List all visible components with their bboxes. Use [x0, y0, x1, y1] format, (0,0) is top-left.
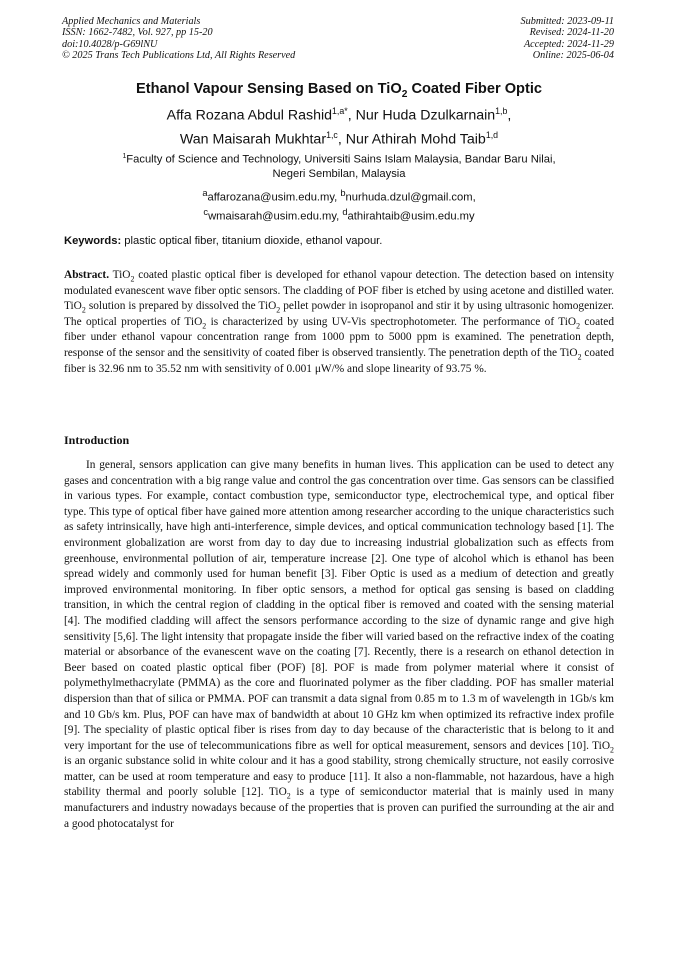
author-name: Affa Rozana Abdul Rashid: [166, 107, 333, 124]
abstract: Abstract. TiO$_2$ coated plastic optical fiber is developed for ethanol vapour detection. The detection based on intensity modulated evanescent wave fiber optic sensors. The cladding of POF fiber is etched by using acetone and distilled water. TiO$_2$ solution is prepared by dissolved the TiO$_2$ pellet powder in isopropanol and stir it by using ultrasonic homogenizer. The optical properties of TiO$_2$ is characterized by using UV-Vis spectrophotometer. The performance of TiO$_2$ coated fiber under ethanol vapour concentration range from 1000 ppm to 5000 ppm is examined. The penetration depth, response of the sensor and the sensitivity of coated fiber is observed transiently. The penetration depth of the TiO$_2$ coated fiber is 32.96 nm to 35.52 nm with sensitivity of 0.001 μW/% and slope linearity of 93.75 %.: [64, 269, 615, 375]
email-link: wmaisarah@usim.edu.my: [208, 210, 337, 223]
journal-issn: ISSN: 1662-7482, Vol. 927, pp 15-20: [62, 27, 213, 39]
journal-info: [62, 16, 295, 62]
email-link: affarozana@usim.edu.my: [207, 191, 335, 204]
date-revised: Revised: 2024-11-20: [529, 27, 614, 39]
author-list: Affa Rozana Abdul Rashid$^{1,a*}$, Nur Huda Dzulkarnain$^{1,b}$, Wan Maisarah Mukhtar$^{1,c}$, Nur Athirah Mohd Taib$^{1,d}$: [166, 106, 512, 148]
submission-dates: [521, 16, 614, 62]
date-online: Online: 2025-06-04: [532, 50, 614, 62]
journal-copyright: © 2025 Trans Tech Publications Ltd, All Rights Reserved: [62, 50, 296, 62]
keywords: Keywords: plastic optical fiber, titanium dioxide, ethanol vapour.: [64, 235, 383, 247]
author-name: Nur Athirah Mohd Taib: [345, 131, 486, 148]
date-submitted: Submitted: 2023-09-11: [520, 16, 614, 27]
section-heading: Introduction: [64, 433, 130, 447]
email-link: athirahtaib@usim.edu.my: [347, 210, 475, 223]
author-name: Nur Huda Dzulkarnain: [355, 107, 496, 124]
author-name: Wan Maisarah Mukhtar: [179, 131, 327, 148]
journal-doi: doi:10.4028/p-G69lNU: [62, 38, 158, 50]
affiliation: $^1$Faculty of Science and Technology, Universiti Sains Islam Malaysia, Bandar Baru Nilai, Negeri Sembilan, Malaysia: [122, 153, 556, 181]
introduction-paragraph: In general, sensors application can give many benefits in human lives. This application can be used to detect any gases and concentration with a big range value and control the gas concentration over time. Gas sensors can be classified in various types. For example, contact combustion type, semiconductor type, electrochemical type, and optical fiber type. This type of optical fiber have gained more attention among researcher according to the unique characteristics such as safety intrinsically, have high anti-interference, simple devices, and optical communication technology based [1]. The environment globalization are worst from day to day due to increasing industrial globalization such as effects from greenhouse, environmental pollution of air, temperature increase [2]. One type of alcohol which is ethanol has been spread widely and commonly used for human benefit [3]. Fiber Optic is used as a medium of detection and greatly improved environmental monitoring. In fiber optic sensors, a method for optical gas sensing is based on cladding transition, in which the central region of cladding in the optical fiber is removed and coated with the sensing material [4]. The modified cladding will affect the sensors performance according to the size of dynamic range and give high sensitivity [5,6]. The light intensity that propagate inside the fiber will varied based on the refractive index of the coating material or absorbance of the evanescent wave on the coating [7]. Recently, there is a research on ethanol detection in Beer based on coated plastic optical fiber (POF) [8]. POF is made from polymer material where it consist of polymethylmethacrylate (PMMA) as the core and fluorinated polymer as the fiber cladding. POF has smaller material dispersion than that of silica or PMMA. POF can transmit a data signal from 0.85 m to 1.3 m of wavelength in 1Gb/s km and 10 Gb/s km. Plus, POF can have max of bandwidth at about 10 GHz km when optimized its refractive index profile [9]. The speciality of plastic optical fiber is rises from day to day because of the characteristic that is belong to it and very important for the use of telecommunications fibre as well for optical measurement, sensors and devices [10]. TiO$_2$ is an organic substance solid in white colour and it has a good stability, strong chemically structure, not easily corrosive matter, can be used at room temperature and easy to produce [11]. It also a non-flammable, not hazardous, have a high stability thermal and poorly soluble [12]. TiO$_2$ is a type of semiconductor material that is mainly used in many manufacturers and industry nowadays because of the properties that is proven can purified the surrounding at the air and a good photocatalyst for: [64, 459, 614, 830]
paper-title: Ethanol Vapour Sensing Based on TiO$_2$ Coated Fiber Optic: [136, 81, 542, 100]
author-emails: $^a$affarozana@usim.edu.my, $^b$nurhuda.dzul@gmail.com, $^c$wmaisarah@usim.edu.my, $^d$athirahtaib@usim.edu.my: [202, 188, 476, 223]
journal-name: Applied Mechanics and Materials: [62, 16, 201, 27]
email-link: nurhuda.dzul@gmail.com: [345, 191, 473, 204]
date-accepted: Accepted: 2024-11-29: [523, 38, 614, 50]
